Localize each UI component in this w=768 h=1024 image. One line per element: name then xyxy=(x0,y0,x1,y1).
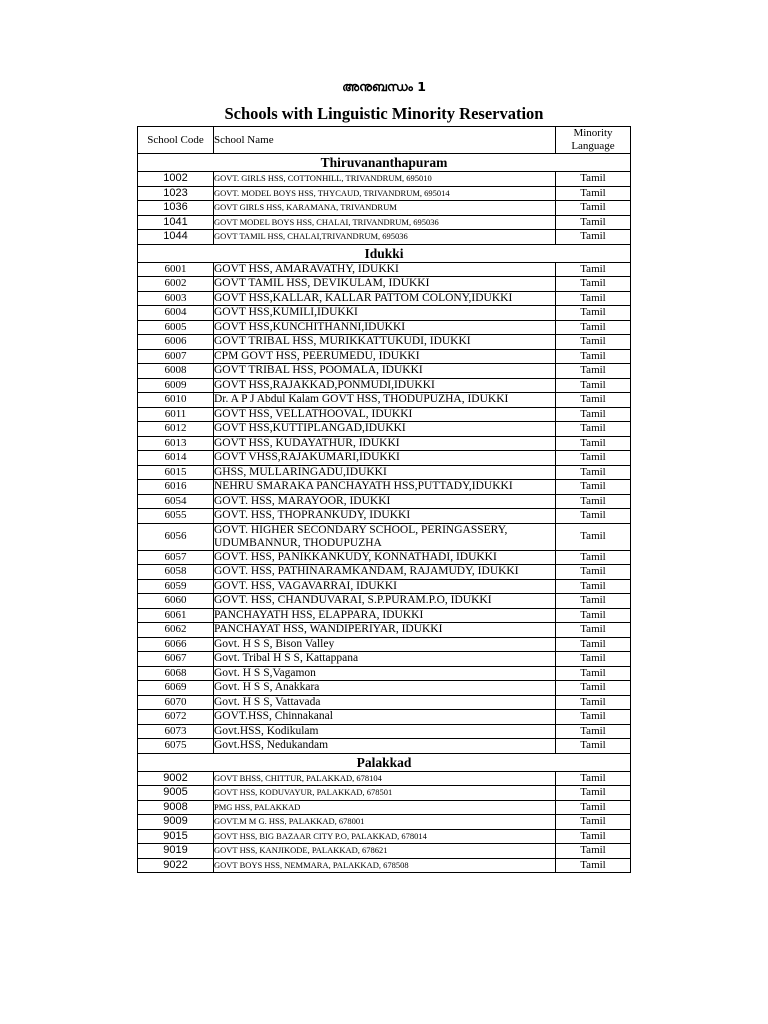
school-name-cell: GOVT HSS, AMARAVATHY, IDUKKI xyxy=(214,262,556,277)
school-code-cell: 6055 xyxy=(138,509,214,524)
school-code-cell: 6016 xyxy=(138,480,214,495)
school-name-cell: GOVT HSS, BIG BAZAAR CITY P.O, PALAKKAD, 678014 xyxy=(214,829,556,844)
school-name-cell: Govt. H S S, Vattavada xyxy=(214,695,556,710)
school-code-cell: 6067 xyxy=(138,652,214,667)
school-name-cell: Dr. A P J Abdul Kalam GOVT HSS, THODUPUZHA, IDUKKI xyxy=(214,393,556,408)
header-school-code: School Code xyxy=(138,127,214,154)
minority-language-cell: Tamil xyxy=(556,623,631,638)
school-code-cell: 6012 xyxy=(138,422,214,437)
school-name-cell: GOVT MODEL BOYS HSS, CHALAI, TRIVANDRUM, 695036 xyxy=(214,215,556,230)
table-row xyxy=(138,579,631,594)
school-code-cell: 6062 xyxy=(138,623,214,638)
minority-language-cell: Tamil xyxy=(556,786,631,801)
header-language-line1: Minority xyxy=(573,127,613,139)
school-code-cell: 6008 xyxy=(138,364,214,379)
school-name-cell: GOVT HSS, KANJIKODE, PALAKKAD, 678621 xyxy=(214,844,556,859)
school-name-cell: GOVT TAMIL HSS, CHALAI,TRIVANDRUM, 695036 xyxy=(214,230,556,245)
table-row xyxy=(138,509,631,524)
school-name-cell: GOVT.HSS, Chinnakanal xyxy=(214,710,556,725)
minority-language-cell: Tamil xyxy=(556,230,631,245)
school-name-cell: Govt.HSS, Nedukandam xyxy=(214,739,556,754)
school-code-cell: 6061 xyxy=(138,608,214,623)
school-name-cell: GOVT. HSS, PANIKKANKUDY, KONNATHADI, IDUKKI xyxy=(214,550,556,565)
minority-language-cell: Tamil xyxy=(556,509,631,524)
table-row xyxy=(138,378,631,393)
school-name-cell: GOVT HSS,KALLAR, KALLAR PATTOM COLONY,IDUKKI xyxy=(214,291,556,306)
table-row xyxy=(138,349,631,364)
school-code-cell: 6003 xyxy=(138,291,214,306)
school-code-cell: 6054 xyxy=(138,494,214,509)
school-code-cell: 6013 xyxy=(138,436,214,451)
table-row xyxy=(138,666,631,681)
table-row xyxy=(138,652,631,667)
header-minority-language xyxy=(556,127,631,154)
table-row xyxy=(138,695,631,710)
table-row xyxy=(138,277,631,292)
school-code-cell: 6068 xyxy=(138,666,214,681)
school-code-cell: 6073 xyxy=(138,724,214,739)
school-name-cell: GOVT. MODEL BOYS HSS, THYCAUD, TRIVANDRUM, 695014 xyxy=(214,186,556,201)
minority-language-cell: Tamil xyxy=(556,291,631,306)
school-code-cell: 9015 xyxy=(138,829,214,844)
table-row xyxy=(138,364,631,379)
table-row xyxy=(138,480,631,495)
school-code-cell: 6004 xyxy=(138,306,214,321)
minority-language-cell: Tamil xyxy=(556,277,631,292)
district-header-row xyxy=(138,244,631,262)
minority-language-cell: Tamil xyxy=(556,393,631,408)
school-name-cell: CPM GOVT HSS, PEERUMEDU, IDUKKI xyxy=(214,349,556,364)
school-name-cell: PANCHAYATH HSS, ELAPPARA, IDUKKI xyxy=(214,608,556,623)
minority-language-cell: Tamil xyxy=(556,666,631,681)
school-name-cell: GOVT VHSS,RAJAKUMARI,IDUKKI xyxy=(214,451,556,466)
district-name: Thiruvananthapuram xyxy=(138,154,631,172)
table-row xyxy=(138,494,631,509)
school-name-cell: GOVT HSS,KUNCHITHANNI,IDUKKI xyxy=(214,320,556,335)
table-row xyxy=(138,681,631,696)
minority-language-cell: Tamil xyxy=(556,186,631,201)
school-name-cell: GOVT TAMIL HSS, DEVIKULAM, IDUKKI xyxy=(214,277,556,292)
minority-language-cell: Tamil xyxy=(556,652,631,667)
school-name-cell: GOVT BOYS HSS, NEMMARA, PALAKKAD, 678508 xyxy=(214,858,556,873)
table-row xyxy=(138,451,631,466)
minority-language-cell: Tamil xyxy=(556,201,631,216)
school-code-cell: 9002 xyxy=(138,771,214,786)
school-name-cell: GOVT GIRLS HSS, KARAMANA, TRIVANDRUM xyxy=(214,201,556,216)
table-row xyxy=(138,771,631,786)
school-name-cell: GOVT. HSS, PATHINARAMKANDAM, RAJAMUDY, IDUKKI xyxy=(214,565,556,580)
table-row xyxy=(138,201,631,216)
school-name-cell: GOVT. GIRLS HSS, COTTONHILL, TRIVANDRUM, 695010 xyxy=(214,172,556,187)
table-row xyxy=(138,186,631,201)
page-title: Schools with Linguistic Minority Reservation xyxy=(224,104,544,123)
table-row xyxy=(138,710,631,725)
table-row xyxy=(138,291,631,306)
school-name-cell: Govt.HSS, Kodikulam xyxy=(214,724,556,739)
table-row xyxy=(138,393,631,408)
school-name-cell: GOVT HSS, KUDAYATHUR, IDUKKI xyxy=(214,436,556,451)
school-name-cell: GOVT.M M G. HSS, PALAKKAD, 678001 xyxy=(214,815,556,830)
school-code-cell: 9009 xyxy=(138,815,214,830)
school-name-cell: GOVT BHSS, CHITTUR, PALAKKAD, 678104 xyxy=(214,771,556,786)
minority-language-cell: Tamil xyxy=(556,172,631,187)
minority-language-cell: Tamil xyxy=(556,215,631,230)
table-row xyxy=(138,565,631,580)
school-code-cell: 1044 xyxy=(138,230,214,245)
schools-table xyxy=(137,126,631,873)
school-name-cell: GOVT HSS,RAJAKKAD,PONMUDI,IDUKKI xyxy=(214,378,556,393)
school-code-cell: 9019 xyxy=(138,844,214,859)
district-header-row xyxy=(138,753,631,771)
school-name-cell: GOVT. HSS, THOPRANKUDY, IDUKKI xyxy=(214,509,556,524)
table-row xyxy=(138,637,631,652)
table-row xyxy=(138,215,631,230)
district-name: Idukki xyxy=(138,244,631,262)
minority-language-cell: Tamil xyxy=(556,844,631,859)
minority-language-cell: Tamil xyxy=(556,565,631,580)
school-name-cell: GOVT HSS, KODUVAYUR, PALAKKAD, 678501 xyxy=(214,786,556,801)
header-language-line2: Language xyxy=(571,140,615,152)
school-name-cell: Govt. H S S, Anakkara xyxy=(214,681,556,696)
minority-language-cell: Tamil xyxy=(556,800,631,815)
school-name-cell: GOVT. HSS, VAGAVARRAI, IDUKKI xyxy=(214,579,556,594)
minority-language-cell: Tamil xyxy=(556,637,631,652)
school-name-cell: GOVT. HSS, MARAYOOR, IDUKKI xyxy=(214,494,556,509)
minority-language-cell: Tamil xyxy=(556,349,631,364)
table-row xyxy=(138,465,631,480)
table-row xyxy=(138,550,631,565)
minority-language-cell: Tamil xyxy=(556,550,631,565)
school-code-cell: 6075 xyxy=(138,739,214,754)
school-code-cell: 1041 xyxy=(138,215,214,230)
school-code-cell: 9008 xyxy=(138,800,214,815)
table-row xyxy=(138,739,631,754)
school-name-cell: GHSS, MULLARINGADU,IDUKKI xyxy=(214,465,556,480)
minority-language-cell: Tamil xyxy=(556,407,631,422)
school-code-cell: 9005 xyxy=(138,786,214,801)
minority-language-cell: Tamil xyxy=(556,681,631,696)
minority-language-cell: Tamil xyxy=(556,335,631,350)
school-code-cell: 6059 xyxy=(138,579,214,594)
table-row xyxy=(138,320,631,335)
school-code-cell: 6010 xyxy=(138,393,214,408)
minority-language-cell: Tamil xyxy=(556,465,631,480)
table-row xyxy=(138,422,631,437)
minority-language-cell: Tamil xyxy=(556,320,631,335)
table-row xyxy=(138,724,631,739)
minority-language-cell: Tamil xyxy=(556,523,631,550)
school-name-cell: Govt. Tribal H S S, Kattappana xyxy=(214,652,556,667)
table-row xyxy=(138,262,631,277)
minority-language-cell: Tamil xyxy=(556,815,631,830)
school-code-cell: 6058 xyxy=(138,565,214,580)
minority-language-cell: Tamil xyxy=(556,436,631,451)
school-name-cell: GOVT HSS,KUTTIPLANGAD,IDUKKI xyxy=(214,422,556,437)
minority-language-cell: Tamil xyxy=(556,451,631,466)
district-header-row xyxy=(138,154,631,172)
table-header-row xyxy=(138,127,631,154)
school-name-cell: GOVT. HIGHER SECONDARY SCHOOL, PERINGASSERY, UDUMBANNUR, THODUPUZHA xyxy=(214,523,556,550)
table-row xyxy=(138,523,631,550)
minority-language-cell: Tamil xyxy=(556,422,631,437)
minority-language-cell: Tamil xyxy=(556,858,631,873)
school-code-cell: 6066 xyxy=(138,637,214,652)
school-code-cell: 6002 xyxy=(138,277,214,292)
minority-language-cell: Tamil xyxy=(556,494,631,509)
school-code-cell: 6005 xyxy=(138,320,214,335)
school-code-cell: 6009 xyxy=(138,378,214,393)
minority-language-cell: Tamil xyxy=(556,724,631,739)
school-name-cell: GOVT TRIBAL HSS, MURIKKATTUKUDI, IDUKKI xyxy=(214,335,556,350)
table-row xyxy=(138,172,631,187)
minority-language-cell: Tamil xyxy=(556,306,631,321)
table-row xyxy=(138,306,631,321)
table-row xyxy=(138,858,631,873)
minority-language-cell: Tamil xyxy=(556,579,631,594)
school-name-cell: GOVT HSS, VELLATHOOVAL, IDUKKI xyxy=(214,407,556,422)
minority-language-cell: Tamil xyxy=(556,262,631,277)
minority-language-cell: Tamil xyxy=(556,594,631,609)
school-code-cell: 6069 xyxy=(138,681,214,696)
school-name-cell: GOVT HSS,KUMILI,IDUKKI xyxy=(214,306,556,321)
school-code-cell: 6015 xyxy=(138,465,214,480)
table-row xyxy=(138,623,631,638)
school-name-cell: GOVT TRIBAL HSS, POOMALA, IDUKKI xyxy=(214,364,556,379)
school-code-cell: 6070 xyxy=(138,695,214,710)
minority-language-cell: Tamil xyxy=(556,378,631,393)
school-name-cell: Govt. H S S, Bison Valley xyxy=(214,637,556,652)
school-code-cell: 6056 xyxy=(138,523,214,550)
district-name: Palakkad xyxy=(138,753,631,771)
table-row xyxy=(138,608,631,623)
school-name-cell: GOVT. HSS, CHANDUVARAI, S.P.PURAM.P.O, IDUKKI xyxy=(214,594,556,609)
school-code-cell: 6057 xyxy=(138,550,214,565)
school-code-cell: 6072 xyxy=(138,710,214,725)
table-body xyxy=(138,154,631,873)
school-code-cell: 6001 xyxy=(138,262,214,277)
minority-language-cell: Tamil xyxy=(556,829,631,844)
table-row xyxy=(138,844,631,859)
table-row xyxy=(138,815,631,830)
school-code-cell: 1023 xyxy=(138,186,214,201)
table-row xyxy=(138,800,631,815)
minority-language-cell: Tamil xyxy=(556,739,631,754)
school-code-cell: 9022 xyxy=(138,858,214,873)
school-code-cell: 6011 xyxy=(138,407,214,422)
school-name-cell: PMG HSS, PALAKKAD xyxy=(214,800,556,815)
minority-language-cell: Tamil xyxy=(556,771,631,786)
school-code-cell: 1036 xyxy=(138,201,214,216)
school-code-cell: 6014 xyxy=(138,451,214,466)
school-code-cell: 6006 xyxy=(138,335,214,350)
minority-language-cell: Tamil xyxy=(556,710,631,725)
table-row xyxy=(138,594,631,609)
table-row xyxy=(138,335,631,350)
school-name-cell: NEHRU SMARAKA PANCHAYATH HSS,PUTTADY,IDUKKI xyxy=(214,480,556,495)
table-row xyxy=(138,407,631,422)
table-row xyxy=(138,829,631,844)
school-code-cell: 1002 xyxy=(138,172,214,187)
table-row xyxy=(138,436,631,451)
annexure-label: അനുബന്ധം 1 xyxy=(342,79,426,94)
school-name-cell: PANCHAYAT HSS, WANDIPERIYAR, IDUKKI xyxy=(214,623,556,638)
minority-language-cell: Tamil xyxy=(556,695,631,710)
school-name-cell: Govt. H S S,Vagamon xyxy=(214,666,556,681)
school-code-cell: 6060 xyxy=(138,594,214,609)
table-row xyxy=(138,230,631,245)
minority-language-cell: Tamil xyxy=(556,364,631,379)
table-row xyxy=(138,786,631,801)
school-code-cell: 6007 xyxy=(138,349,214,364)
minority-language-cell: Tamil xyxy=(556,480,631,495)
minority-language-cell: Tamil xyxy=(556,608,631,623)
header-school-name: School Name xyxy=(214,127,556,154)
